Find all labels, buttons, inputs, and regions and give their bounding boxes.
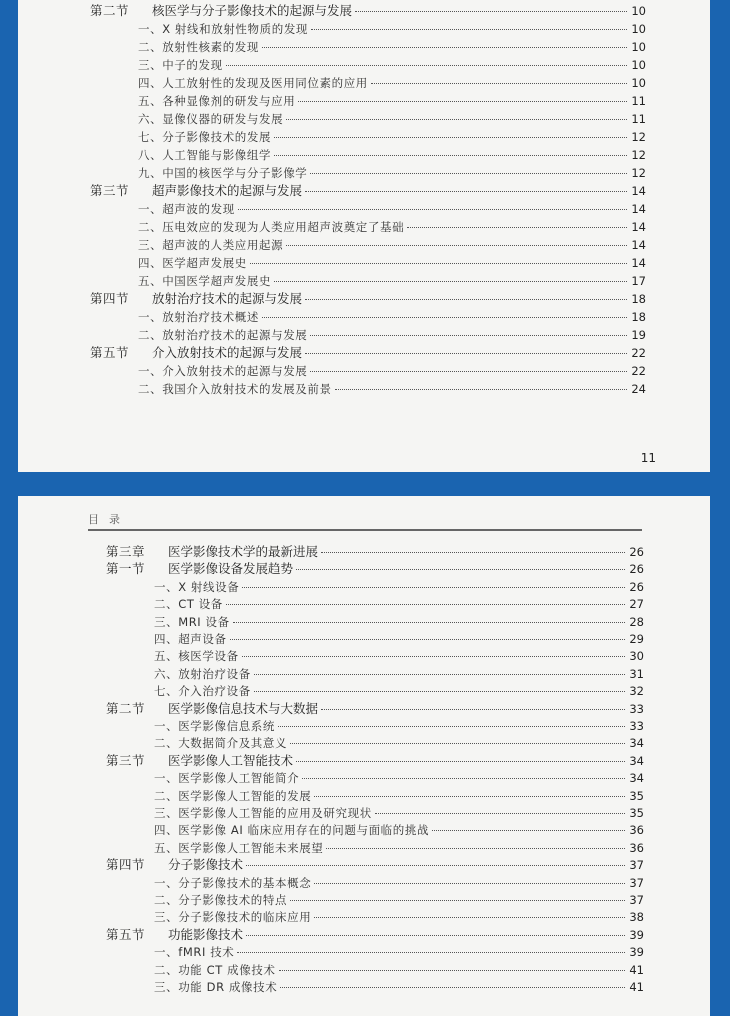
toc-page-number: 10 [631, 58, 646, 72]
dot-leader [314, 916, 625, 918]
header-rule [88, 529, 642, 531]
toc-section-label: 第五节 [90, 345, 130, 360]
toc-page-number: 11 [631, 94, 646, 108]
toc-page-number: 41 [629, 962, 644, 977]
toc-subsection-entry [138, 92, 646, 110]
toc-entry-title: 二、功能 CT 成像技术 [154, 962, 276, 977]
dot-leader [254, 690, 625, 692]
toc-entry-title: 四、医学超声发展史 [138, 256, 247, 270]
dot-leader [302, 777, 625, 779]
toc-page-number: 35 [629, 806, 644, 820]
toc-page-number: 41 [629, 980, 644, 994]
toc-section-label: 第四节 [90, 291, 130, 306]
dot-leader [314, 795, 625, 797]
dot-leader [296, 760, 625, 762]
dot-leader [278, 725, 625, 727]
toc-entry-title: 一、X 射线和放射性物质的发现 [138, 22, 309, 36]
dot-leader [335, 388, 627, 390]
toc-entry-title: 一、分子影像技术的基本概念 [154, 875, 312, 890]
toc-page-number: 10 [631, 40, 646, 54]
dot-leader [274, 154, 627, 156]
toc-entry-title: 功能影像技术 [168, 926, 244, 942]
toc-subsection-entry [138, 308, 646, 326]
toc-page-number: 28 [629, 614, 644, 629]
toc-subsection-entry [138, 362, 646, 380]
running-head: 目录 [88, 513, 130, 526]
toc-subsection-entry [154, 891, 644, 909]
toc-entry-title: 七、分子影像技术的发展 [138, 130, 272, 144]
toc-subsection-entry [154, 874, 644, 892]
toc-subsection-entry [154, 978, 644, 996]
page-number: 11 [640, 451, 656, 465]
toc-entry-title: 医学影像信息技术与大数据 [168, 700, 319, 716]
toc-entry-title: 二、CT 设备 [154, 597, 223, 612]
toc-subsection-entry [154, 821, 644, 839]
dot-leader [286, 118, 627, 120]
toc-section-entry [90, 182, 646, 200]
toc-entry-title: 二、大数据简介及其意义 [154, 736, 288, 751]
toc-entry-title: 二、放射治疗技术的起源与发展 [138, 328, 308, 342]
toc-page-number: 12 [631, 148, 646, 162]
dot-leader [280, 986, 625, 988]
toc-page-number: 18 [631, 310, 646, 324]
toc-subsection-entry [138, 38, 646, 56]
toc-entry-title: 二、压电效应的发现为人类应用超声波奠定了基础 [138, 220, 405, 234]
toc-page-number: 14 [631, 256, 646, 270]
toc-entry-title: 八、人工智能与影像组学 [138, 148, 272, 162]
toc-section-label: 第二节 [90, 3, 130, 18]
toc-section-entry [106, 752, 644, 770]
toc-page-number: 33 [629, 701, 644, 716]
toc-entry-title: 三、MRI 设备 [154, 614, 230, 629]
toc-entry-title: 四、医学影像 AI 临床应用存在的问题与面临的挑战 [154, 823, 430, 838]
toc-subsection-entry [138, 128, 646, 146]
toc-page-number: 12 [631, 166, 646, 180]
toc-subsection-entry [154, 613, 644, 631]
toc-subsection-entry [154, 578, 644, 596]
toc-page-number: 31 [629, 666, 644, 681]
toc-page-number: 37 [629, 858, 644, 873]
toc-entry-title: 二、放射性核素的发现 [138, 40, 259, 54]
toc-subsection-entry [138, 146, 646, 164]
dot-leader [246, 934, 625, 936]
toc-section-entry [106, 560, 644, 578]
toc-entry-title: 一、超声波的发现 [138, 202, 235, 216]
toc-page-number: 36 [629, 823, 644, 838]
toc-section-label: 第一节 [106, 561, 146, 577]
toc-entry-title: 一、fMRI 技术 [154, 945, 235, 960]
dot-leader [326, 847, 625, 849]
toc-page-number: 27 [629, 597, 644, 612]
toc-section-entry [106, 543, 644, 561]
dot-leader [262, 46, 627, 48]
toc-entry-title: 九、中国的核医学与分子影像学 [138, 166, 308, 180]
toc-subsection-entry [138, 200, 646, 218]
toc-page-number: 29 [629, 632, 644, 646]
toc-entry-title: 分子影像技术 [168, 857, 244, 873]
dot-leader [296, 568, 625, 570]
toc-section-entry [106, 926, 644, 944]
toc-page-number: 30 [629, 649, 644, 664]
toc-subsection-entry [154, 839, 644, 857]
toc-page-number: 39 [629, 945, 644, 960]
toc-page-number: 24 [631, 382, 646, 396]
toc-entry-title: 三、中子的发现 [138, 58, 223, 72]
toc-subsection-entry [138, 20, 646, 38]
toc-page-number: 34 [629, 753, 644, 768]
toc-subsection-entry [138, 236, 646, 254]
dot-leader [237, 951, 625, 953]
dot-leader [311, 28, 627, 30]
toc-page-number: 26 [629, 545, 644, 559]
toc-page-number: 34 [629, 736, 644, 751]
toc-subsection-entry [138, 110, 646, 128]
dot-leader [321, 551, 625, 553]
toc-subsection-entry [138, 164, 646, 182]
toc-subsection-entry [154, 682, 644, 700]
toc-subsection-entry [154, 943, 644, 961]
toc-section-label: 第三节 [106, 752, 146, 768]
toc-entry-title: 放射治疗技术的起源与发展 [152, 291, 303, 306]
dot-leader [233, 621, 625, 623]
dot-leader [310, 334, 627, 336]
dot-leader [230, 638, 625, 640]
toc-subsection-entry [154, 734, 644, 752]
toc-subsection-entry [154, 804, 644, 822]
toc-section-label: 第三章 [106, 544, 146, 559]
toc-page-number: 17 [631, 274, 646, 288]
dot-leader [274, 136, 627, 138]
dot-leader [242, 655, 625, 657]
toc-entry-title: 一、放射治疗技术概述 [138, 310, 259, 324]
toc-subsection-entry [154, 595, 644, 613]
toc-page-number: 32 [629, 684, 644, 699]
toc-entry-title: 六、显像仪器的研发与发展 [138, 112, 284, 126]
toc-page-number: 39 [629, 927, 644, 942]
dot-leader [238, 208, 627, 210]
toc-entry-title: 核医学与分子影像技术的起源与发展 [152, 3, 353, 18]
toc-section-label: 第三节 [90, 183, 130, 198]
dot-leader [305, 352, 627, 354]
toc-page-number: 22 [631, 364, 646, 378]
toc-section-entry [90, 290, 646, 308]
dot-leader [262, 316, 627, 318]
toc-page-number: 14 [631, 220, 646, 234]
toc-page-number: 12 [631, 130, 646, 144]
toc-entry-title: 五、各种显像剂的研发与应用 [138, 94, 296, 108]
toc-subsection-entry [154, 717, 644, 735]
dot-leader [314, 882, 625, 884]
dot-leader [305, 298, 627, 300]
dot-leader [226, 603, 625, 605]
dot-leader [226, 64, 627, 66]
toc-entry-title: 四、超声设备 [154, 632, 227, 646]
toc-entry-title: 医学影像技术学的最新进展 [168, 544, 319, 559]
toc-page-number: 14 [631, 184, 646, 198]
toc-entry-title: 六、放射治疗设备 [154, 666, 251, 681]
toc-subsection-entry [138, 218, 646, 236]
dot-leader [375, 812, 625, 814]
toc-entry-title: 五、医学影像人工智能未来展望 [154, 840, 324, 855]
dot-leader [371, 82, 627, 84]
dot-leader [250, 262, 627, 264]
toc-page-number: 37 [629, 875, 644, 890]
toc-entry-title: 七、介入治疗设备 [154, 684, 251, 699]
toc-entry-title: 五、中国医学超声发展史 [138, 274, 272, 288]
toc-page-number: 22 [631, 346, 646, 360]
toc-page-number: 33 [629, 719, 644, 733]
toc-page-number: 35 [629, 788, 644, 803]
dot-leader [310, 172, 627, 174]
dot-leader [298, 100, 627, 102]
toc-entry-title: 三、分子影像技术的临床应用 [154, 910, 312, 925]
toc-page-number: 26 [629, 579, 644, 594]
toc-page-number: 10 [631, 22, 646, 36]
dot-leader [290, 742, 625, 744]
dot-leader [286, 244, 627, 246]
toc-subsection-entry [138, 326, 646, 344]
dot-leader [321, 708, 625, 710]
toc-subsection-entry [154, 769, 644, 787]
toc-subsection-entry [154, 665, 644, 683]
dot-leader [246, 864, 625, 866]
toc-page-number: 10 [631, 76, 646, 90]
dot-leader [254, 673, 625, 675]
toc-page-number: 36 [629, 840, 644, 855]
toc-entry-title: 三、医学影像人工智能的应用及研究现状 [154, 806, 372, 820]
dot-leader [355, 10, 627, 12]
toc-entry-title: 五、核医学设备 [154, 649, 239, 664]
dot-leader [407, 226, 627, 228]
toc-entry-title: 二、我国介入放射技术的发展及前景 [138, 382, 332, 396]
dot-leader [242, 586, 625, 588]
toc-section-entry [106, 856, 644, 874]
toc-entry-title: 三、超声波的人类应用起源 [138, 238, 284, 252]
toc-page-number: 34 [629, 771, 644, 786]
toc-subsection-entry [138, 56, 646, 74]
toc-subsection-entry [138, 74, 646, 92]
toc-page-number: 37 [629, 893, 644, 907]
toc-subsection-entry [138, 254, 646, 272]
toc-section-entry [90, 2, 646, 20]
toc-section-label: 第五节 [106, 926, 146, 942]
toc-subsection-entry [154, 961, 644, 979]
toc-page-top [18, 0, 710, 472]
toc-section-label: 第二节 [106, 700, 146, 716]
dot-leader [432, 829, 625, 831]
toc-subsection-entry [154, 787, 644, 805]
toc-section-label: 第四节 [106, 857, 146, 873]
toc-entry-title: 一、X 射线设备 [154, 579, 240, 594]
toc-entry-title: 三、功能 DR 成像技术 [154, 980, 278, 994]
dot-leader [310, 370, 627, 372]
toc-section-entry [106, 700, 644, 718]
toc-page-number: 19 [631, 328, 646, 342]
toc-entry-title: 一、医学影像信息系统 [154, 719, 275, 733]
toc-subsection-entry [138, 272, 646, 290]
toc-subsection-entry [154, 630, 644, 648]
toc-page-number: 18 [631, 292, 646, 306]
toc-section-entry [90, 344, 646, 362]
toc-page-bottom [18, 496, 710, 1016]
toc-page-number: 14 [631, 238, 646, 252]
toc-page-number: 26 [629, 562, 644, 577]
toc-entry-title: 四、人工放射性的发现及医用同位素的应用 [138, 76, 368, 90]
toc-entry-title: 超声影像技术的起源与发展 [152, 183, 303, 198]
toc-subsection-entry [154, 647, 644, 665]
toc-entry-title: 一、介入放射技术的起源与发展 [138, 364, 308, 378]
dot-leader [279, 969, 625, 971]
toc-page-number: 11 [631, 112, 646, 126]
toc-entry-title: 二、分子影像技术的特点 [154, 893, 288, 907]
toc-page-number: 14 [631, 202, 646, 216]
toc-entry-title: 医学影像设备发展趋势 [168, 561, 294, 577]
toc-entry-title: 一、医学影像人工智能简介 [154, 771, 300, 786]
dot-leader [290, 899, 625, 901]
toc-entry-title: 介入放射技术的起源与发展 [152, 345, 303, 360]
toc-page-number: 38 [629, 910, 644, 925]
toc-entry-title: 二、医学影像人工智能的发展 [154, 788, 312, 803]
toc-page-number: 10 [631, 4, 646, 18]
dot-leader [305, 190, 627, 192]
toc-entry-title: 医学影像人工智能技术 [168, 752, 294, 768]
toc-subsection-entry [154, 908, 644, 926]
toc-subsection-entry [138, 380, 646, 398]
dot-leader [274, 280, 627, 282]
